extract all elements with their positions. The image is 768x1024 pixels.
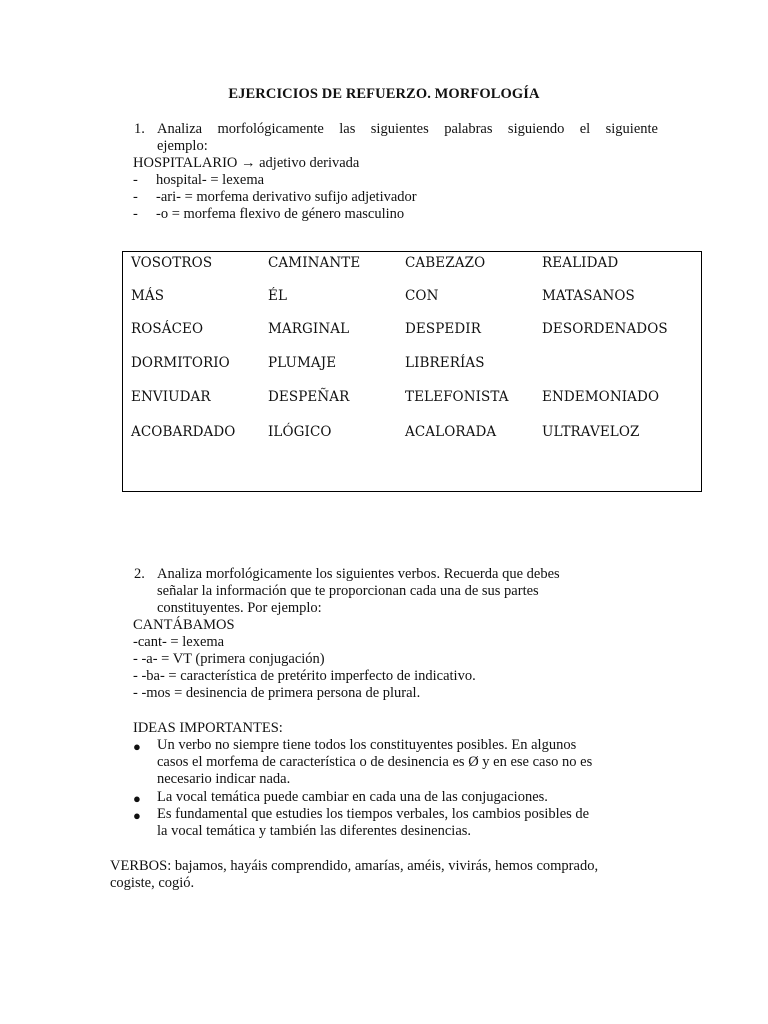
word-cell: TELEFONISTA — [405, 389, 509, 405]
word-cell: VOSOTROS — [131, 255, 213, 271]
word-cell: ÉL — [268, 288, 288, 304]
verb-analysis-item: - -ba- = característica de pretérito imperfecto de indicativo. — [133, 668, 476, 684]
page-title: EJERCICIOS DE REFUERZO. MORFOLOGÍA — [228, 86, 540, 102]
idea-text: necesario indicar nada. — [157, 771, 291, 787]
idea-text: la vocal temática y también las diferentes desinencias. — [157, 823, 472, 839]
word-cell: ENVIUDAR — [131, 389, 211, 405]
word-cell: MATASANOS — [542, 288, 635, 304]
word-cell: DESPEDIR — [405, 321, 481, 337]
analysis-dash: - — [133, 189, 138, 205]
idea-text: Es fundamental que estudies los tiempos verbales, los cambios posibles de — [157, 806, 590, 822]
exercise-2-instruction-line1: Analiza morfológicamente los siguientes verbos. Recuerda que debes — [157, 566, 560, 582]
verb-analysis-item: - -a- = VT (primera conjugación) — [133, 651, 325, 667]
exercise-1-example-word: HOSPITALARIO → adjetivo derivada — [133, 155, 360, 171]
exercise-1-number: 1. — [134, 121, 145, 137]
word-cell: ENDEMONIADO — [542, 389, 660, 405]
word-cell: CAMINANTE — [268, 255, 361, 271]
word-cell: ROSÁCEO — [131, 321, 204, 337]
analysis-dash: - — [133, 172, 138, 188]
exercise-1-instruction-line2: ejemplo: — [157, 138, 208, 154]
idea-text: La vocal temática puede cambiar en cada una de las conjugaciones. — [157, 789, 548, 805]
bullet-icon: ● — [133, 808, 141, 823]
word-cell: REALIDAD — [542, 255, 619, 271]
exercise-2-instruction-line2: señalar la información que te proporcionan cada una de sus partes — [157, 583, 539, 599]
verb-analysis-item: -cant- = lexema — [133, 634, 225, 650]
ideas-heading: IDEAS IMPORTANTES: — [133, 720, 283, 736]
word-cell: DORMITORIO — [131, 355, 230, 371]
word-cell: ACALORADA — [405, 424, 497, 440]
verbs-list-line2: cogiste, cogió. — [110, 875, 195, 891]
word-cell: MARGINAL — [268, 321, 350, 337]
analysis-item-flexive: -o = morfema flexivo de género masculino — [156, 206, 405, 222]
word-cell: LIBRERÍAS — [405, 355, 485, 371]
exercise-2-example-word: CANTÁBAMOS — [133, 617, 235, 633]
word-cell: ILÓGICO — [268, 424, 332, 440]
idea-text: casos el morfema de característica o de desinencia es Ø y en ese caso no es — [157, 754, 593, 770]
word-cell: CON — [405, 288, 439, 304]
word-cell: ULTRAVELOZ — [542, 424, 640, 440]
exercise-2-number: 2. — [134, 566, 145, 582]
bullet-icon: ● — [133, 791, 141, 806]
verbs-list-line1: VERBOS: bajamos, hayáis comprendido, amarías, améis, vivirás, hemos comprado, — [110, 858, 599, 874]
exercise-1-instruction-line1: Analiza morfológicamente las siguientes palabras siguiendo el siguiente — [157, 121, 658, 137]
analysis-item-derivative: -ari- = morfema derivativo sufijo adjetivador — [156, 189, 417, 205]
analysis-dash: - — [133, 206, 138, 222]
exercise-2-instruction-line3: constituyentes. Por ejemplo: — [157, 600, 322, 616]
analysis-item-lexema: hospital- = lexema — [156, 172, 265, 188]
bullet-icon: ● — [133, 739, 141, 754]
word-cell: MÁS — [131, 288, 165, 304]
verb-analysis-item: - -mos = desinencia de primera persona de plural. — [133, 685, 421, 701]
word-cell: ACOBARDADO — [131, 424, 236, 440]
word-cell: CABEZAZO — [405, 255, 486, 271]
word-cell: DESPEÑAR — [268, 389, 350, 405]
word-cell: DESORDENADOS — [542, 321, 668, 337]
idea-text: Un verbo no siempre tiene todos los constituyentes posibles. En algunos — [157, 737, 577, 753]
word-cell: PLUMAJE — [268, 355, 337, 371]
